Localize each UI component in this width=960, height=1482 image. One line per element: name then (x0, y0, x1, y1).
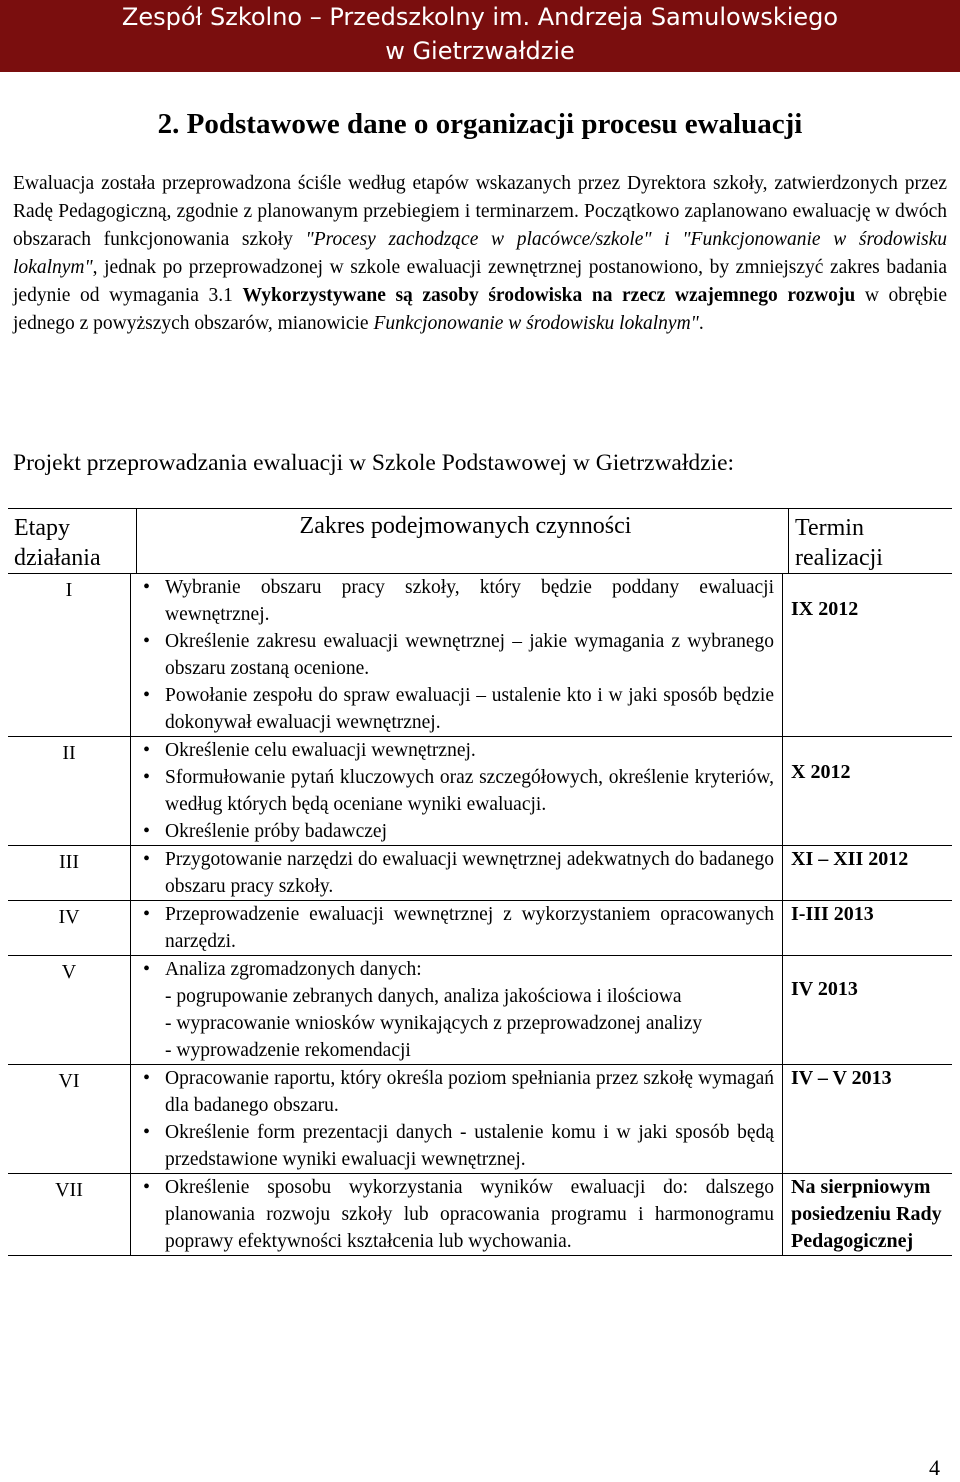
paragraph-italic-1: "Procesy zachodzące w placówce/szkole" i "Funkcjonowanie w środowisku lokalnym" (13, 229, 947, 278)
table-row (8, 956, 952, 1065)
section-title: 2. Podstawowe dane o organizacji procesu ewaluacji (157, 108, 803, 140)
table-header-row (8, 509, 952, 574)
table-row (8, 901, 952, 956)
list-item: • Określenie próby badawczej (137, 818, 782, 845)
term-cell: Na sierpniowym posiedzeniu Rady Pedagogicznej (791, 1176, 942, 1252)
evaluation-schedule-table (8, 508, 952, 1256)
table-row (8, 1174, 952, 1255)
stage-cell: V (8, 956, 131, 1064)
term-cell: IV 2013 (791, 978, 858, 1000)
activities-cell (131, 901, 783, 955)
table-body (8, 574, 952, 1255)
page-number: 4 (929, 1455, 940, 1480)
list-item: • Wybranie obszaru pracy szkoły, który będzie poddany ewaluacji wewnętrznej. (137, 574, 782, 628)
term-cell: XI – XII 2012 (791, 848, 909, 870)
activities-list (137, 956, 782, 983)
paragraph-text-4: . (698, 313, 704, 334)
list-item: • Przygotowanie narzędzi do ewaluacji wewnętrznej adekwatnych do badanego obszaru pracy szkoły. (137, 846, 782, 900)
paragraph-text-2: , jednak po przeprowadzonej w szkole ewaluacji zewnętrznej postanowiono, by zmniejszyć zakres badania jedynie od wymagania 3.1 (13, 257, 947, 306)
term-cell: IV – V 2013 (791, 1067, 892, 1089)
stage-cell: VI (8, 1065, 131, 1173)
activities-cell (131, 1174, 783, 1255)
term-cell: IX 2012 (791, 598, 859, 620)
list-item: • Powołanie zespołu do spraw ewaluacji – ustalenie kto i w jaki sposób będzie dokonywał ewaluacji wewnętrznej. (137, 682, 782, 736)
table-row (8, 1065, 952, 1174)
activities-list (137, 574, 782, 736)
term-cell: X 2012 (791, 761, 851, 783)
paragraph-text-1: Ewaluacja została przeprowadzona ściśle według etapów wskazanych przez Dyrektora szkoły, zatwierdzonych przez Radę Pedagogiczną, zgodnie z planowanym przebiegiem i terminarzem. Początkowo zaplanowano ewaluację w dwóch obszarach funkcjonowania szkoły (13, 173, 947, 250)
activities-list (137, 1065, 782, 1173)
document-header (0, 0, 960, 72)
list-item: • Określenie form prezentacji danych - ustalenie komu i w jaki sposób będą przedstawione wyniki ewaluacji wewnętrznej. (137, 1119, 782, 1173)
activities-cell (131, 574, 783, 736)
activities-list (137, 737, 782, 845)
term-cell: I-III 2013 (791, 903, 874, 925)
header-stages: Etapy działania (8, 509, 137, 573)
table-row (8, 846, 952, 901)
list-item: • Analiza zgromadzonych danych: (137, 956, 782, 983)
sub-item: - wypracowanie wniosków wynikających z przeprowadzonej analizy (165, 1013, 703, 1034)
activities-list (137, 901, 782, 955)
activities-list (137, 1174, 782, 1255)
table-row (8, 574, 952, 737)
list-item: • Opracowanie raportu, który określa poziom spełniania przez szkołę wymagań dla badanego obszaru. (137, 1065, 782, 1119)
paragraph-text-3: w obrębie jednego z powyższych obszarów, mianowicie (13, 285, 948, 334)
table-row (8, 737, 952, 846)
sub-item: - pogrupowanie zebranych danych, analiza jakościowa i ilościowa (165, 986, 682, 1007)
sub-item: - wyprowadzenie rekomendacji (165, 1040, 411, 1061)
list-item: • Określenie celu ewaluacji wewnętrznej. (137, 737, 782, 764)
list-item: • Określenie sposobu wykorzystania wyników ewaluacji do: dalszego planowania rozwoju szkoły lub opracowania programu i harmonogramu poprawy efektywności kształcenia lub wychowania. (137, 1174, 782, 1255)
stage-cell: II (8, 737, 131, 845)
activities-cell (131, 846, 783, 900)
activities-cell (131, 956, 783, 1064)
header-line-1: Zespół Szkolno – Przedszkolny im. Andrzeja Samulowskiego (121, 3, 839, 31)
project-title: Projekt przeprowadzania ewaluacji w Szkole Podstawowej w Gietrzwałdzie: (13, 450, 735, 476)
list-item: • Określenie zakresu ewaluacji wewnętrznej – jakie wymagania z wybranego obszaru zostaną ocenione. (137, 628, 782, 682)
activities-list (137, 846, 782, 900)
stage-cell: I (8, 574, 131, 736)
activities-cell (131, 737, 783, 845)
header-term: Termin realizacji (795, 515, 883, 571)
paragraph-italic-2: Funkcjonowanie w środowisku lokalnym" (373, 313, 699, 334)
list-item: • Sformułowanie pytań kluczowych oraz szczegółowych, określenie kryteriów, według których będą oceniane wyniki ewaluacji. (137, 764, 782, 818)
list-item: • Przeprowadzenie ewaluacji wewnętrznej z wykorzystaniem opracowanych narzędzi. (137, 901, 782, 955)
stage-cell: VII (8, 1174, 131, 1255)
stage-cell: III (8, 846, 131, 900)
intro-paragraph (13, 170, 947, 338)
header-line-2: w Gietrzwałdzie (385, 37, 575, 65)
stage-cell: IV (8, 901, 131, 955)
header-activities: Zakres podejmowanych czynności (137, 509, 789, 573)
activities-cell (131, 1065, 783, 1173)
paragraph-bold: Wykorzystywane są zasoby środowiska na rzecz wzajemnego rozwoju (242, 285, 856, 306)
